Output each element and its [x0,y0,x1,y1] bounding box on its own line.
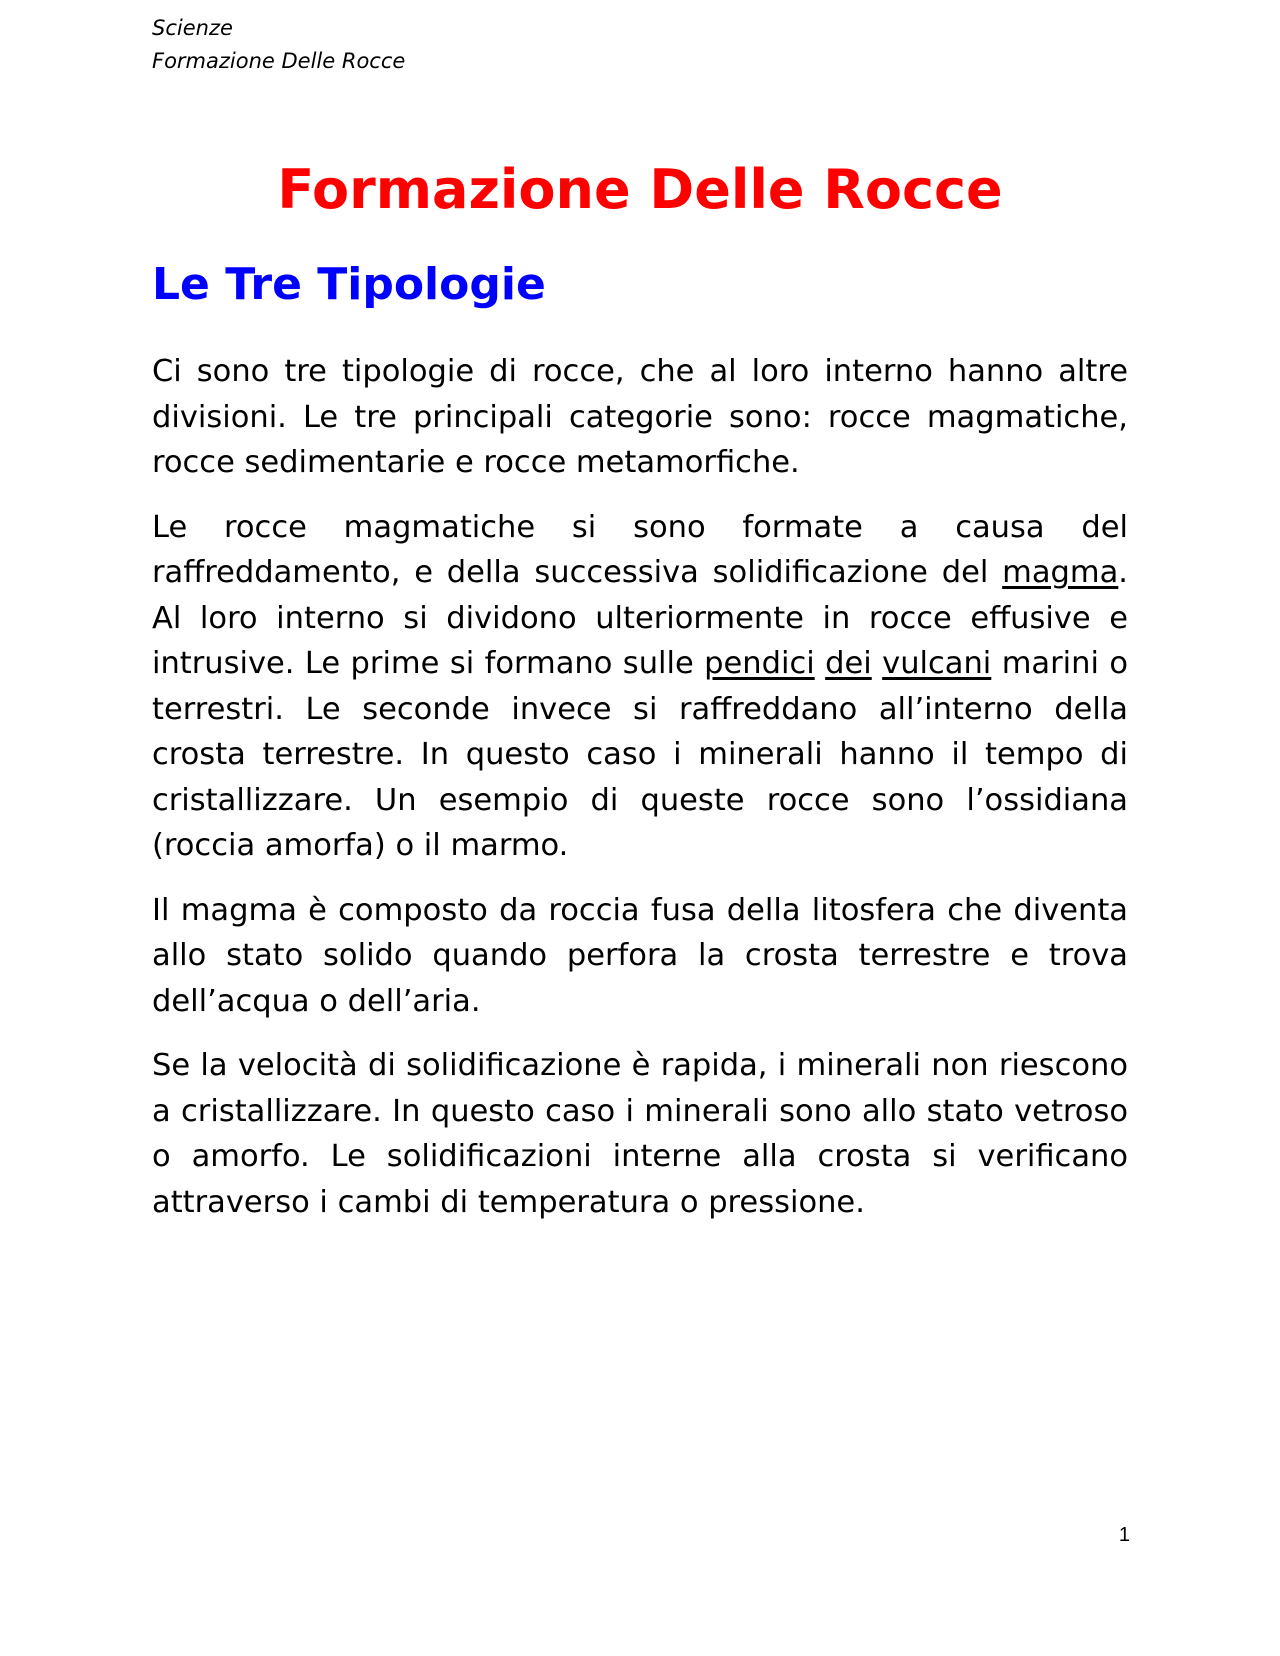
paragraph-text: marini o terrestri. Le seconde invece si raffreddano all’interno della crosta terrestre. In questo caso i minerali hanno il tempo di cristallizzare. Un esempio di queste rocce sono l’ossidiana (roccia amorfa) o il marmo. [152,646,1128,863]
link-vulcani[interactable]: vulcani [882,646,992,681]
paragraph-magma: Il magma è composto da roccia fusa della litosfera che diventa allo stato solido quando perfora la crosta terrestre e trova dell’acqua o dell’aria. [152,892,1128,1019]
header-subject: Scienze [152,16,233,40]
running-header [152,12,405,78]
section-heading: Le Tre Tipologie [152,259,546,310]
link-dei[interactable]: dei [825,646,872,681]
paragraph-magmatic-rocks [152,505,1128,869]
paragraph-solidification: Se la velocità di solidificazione è rapida, i minerali non riescono a cristallizzare. In questo caso i minerali sono allo stato vetroso o amorfo. Le solidificazioni interne alla crosta si verificano attraverso i cambi di temperatura o pressione. [152,1048,1128,1220]
paragraph-text: Le rocce magmatiche si sono formate a causa del raffreddamento, e della successiva solidificazione del [152,509,1128,590]
page-title: Formazione Delle Rocce [277,158,1003,221]
page-number: 1 [1118,1524,1130,1546]
header-chapter: Formazione Delle Rocce [152,49,406,73]
link-pendici[interactable]: pendici [704,646,815,681]
document-body [152,349,1128,1244]
paragraph-rock-types: Ci sono tre tipologie di rocce, che al loro interno hanno altre divisioni. Le tre principali categorie sono: rocce magmatiche, rocce sedimentarie e rocce metamorfiche. [152,354,1128,480]
paragraph-text: . Al loro interno si dividono ulteriormente in rocce effusive e intrusive. Le prime si formano sulle [152,555,1128,681]
link-magma[interactable]: magma [1002,555,1119,590]
